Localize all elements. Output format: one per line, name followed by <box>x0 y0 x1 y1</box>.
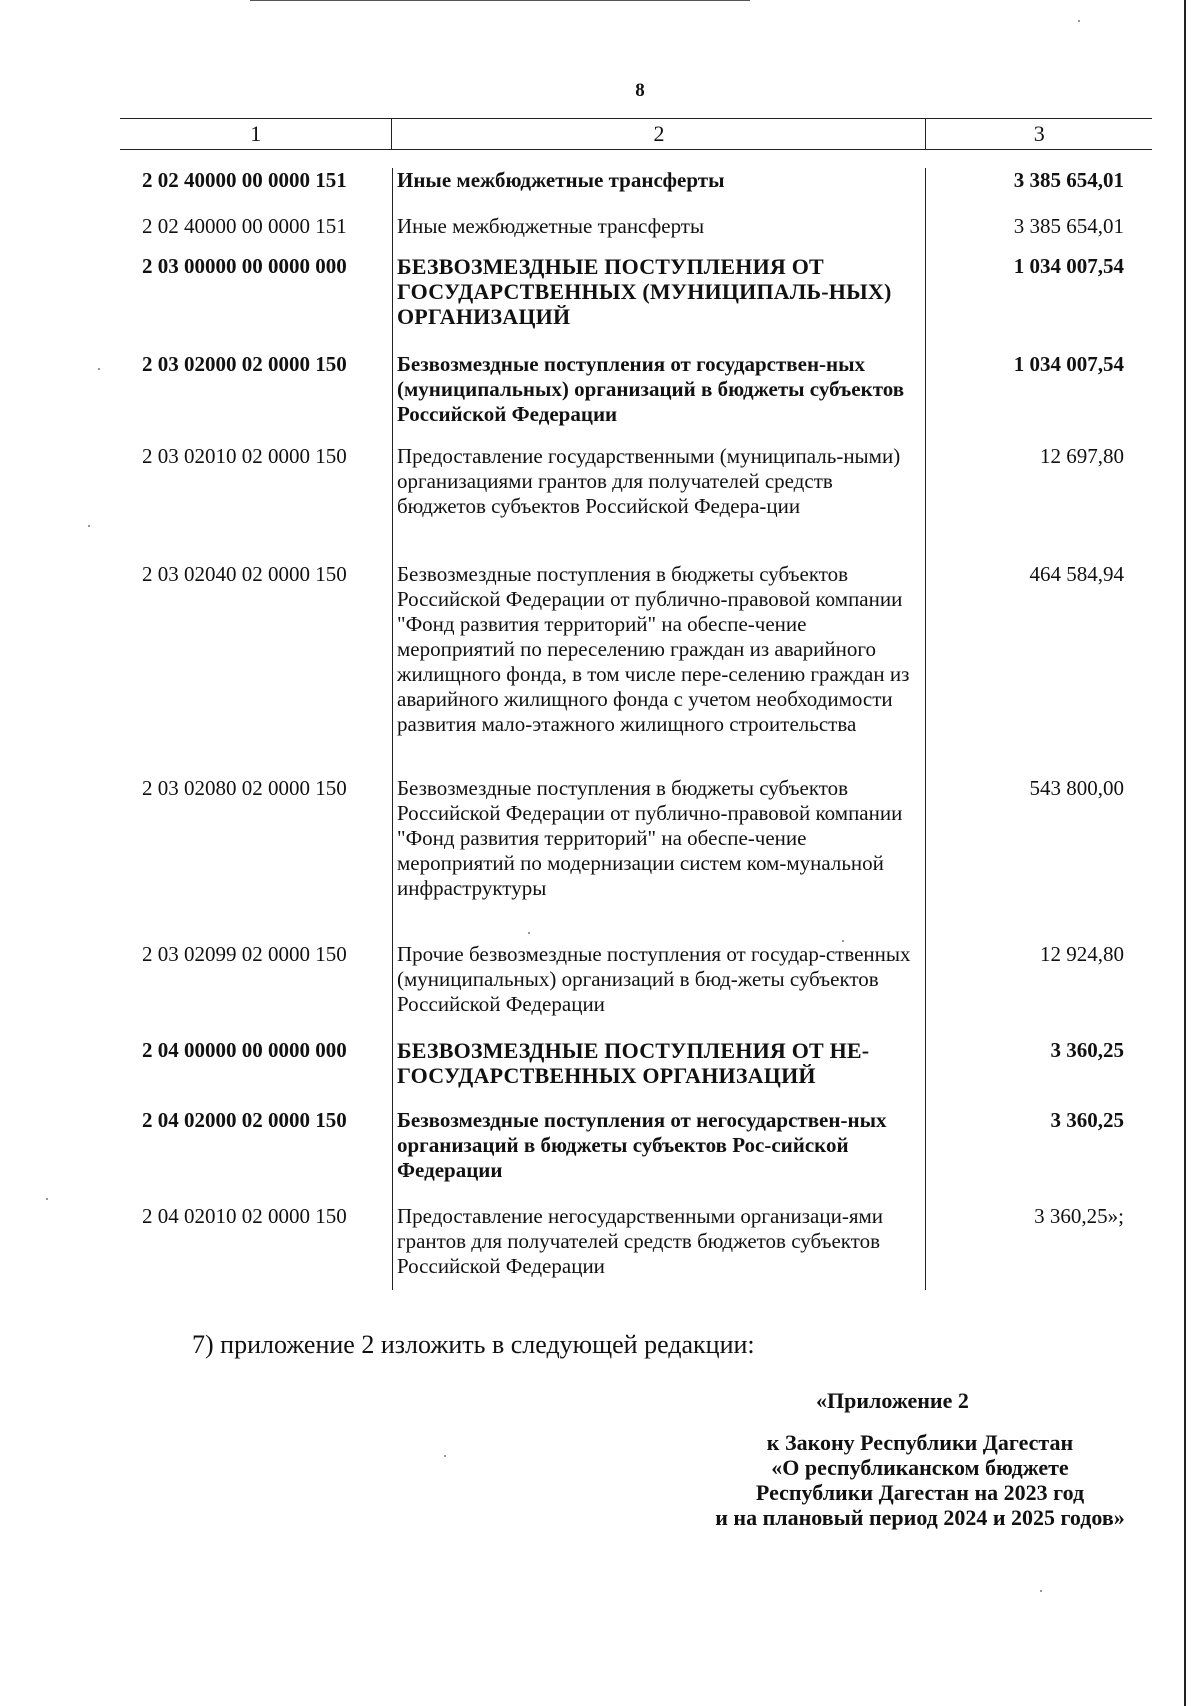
scan-speck <box>528 932 530 934</box>
table-row <box>120 444 1152 562</box>
table-header-row <box>120 118 1152 150</box>
row-name: Иные межбюджетные трансферты <box>392 214 926 254</box>
table-row <box>120 150 1152 214</box>
row-code: 2 03 02080 02 0000 150 <box>142 776 347 800</box>
annex-reference <box>650 1430 1190 1530</box>
scan-speck <box>88 525 90 527</box>
scan-speck <box>444 1455 446 1457</box>
table-row <box>120 214 1152 254</box>
row-code: 2 04 00000 00 0000 000 <box>142 1038 347 1062</box>
table-row <box>120 254 1152 352</box>
annex-line: и на плановый период 2024 и 2025 годов» <box>715 1505 1125 1530</box>
row-amount: 3 360,25»; <box>1034 1204 1124 1228</box>
budget-table <box>120 118 1152 1290</box>
table-row <box>120 776 1152 942</box>
row-name: Предоставление негосударственными организаци-ями грантов для получателей средств бюджетов субъектов Российской Федерации <box>392 1204 926 1290</box>
header-col-3: 3 <box>1033 121 1045 146</box>
row-name: Безвозмездные поступления в бюджеты субъектов Российской Федерации от публично-правовой компании "Фонд развития территорий" на обеспе-чение мероприятий по переселению граждан из аварийного жилищного фонда, в том числе пере-селению граждан из аварийного жилищного фонда с учетом необходимости развития мало-этажного жилищного строительства <box>392 562 926 776</box>
table-row <box>120 1204 1152 1290</box>
row-name: Прочие безвозмездные поступления от государ-ственных (муниципальных) организаций в бюд-жеты субъектов Российской Федерации <box>392 942 926 1038</box>
row-code: 2 03 02040 02 0000 150 <box>142 562 347 586</box>
row-code: 2 02 40000 00 0000 151 <box>142 214 347 238</box>
row-name: Предоставление государственными (муниципаль-ными) организациями грантов для получателей средств бюджетов субъектов Российской Федера-ции <box>392 444 926 562</box>
header-col-1: 1 <box>250 121 262 146</box>
row-amount: 543 800,00 <box>1029 776 1124 800</box>
row-name: Безвозмездные поступления в бюджеты субъектов Российской Федерации от публично-правовой компании "Фонд развития территорий" на обеспе-чение мероприятий по модернизации систем ком-мунальной инфраструктуры <box>392 776 926 942</box>
row-amount: 3 360,25 <box>1050 1038 1124 1062</box>
row-amount: 3 385 654,01 <box>1013 214 1124 238</box>
header-col-2: 2 <box>391 119 926 149</box>
row-amount: 3 360,25 <box>1050 1108 1124 1132</box>
row-name: Безвозмездные поступления от негосударствен-ных организаций в бюджеты субъектов Рос-сийской Федерации <box>392 1108 926 1204</box>
row-name: БЕЗВОЗМЕЗДНЫЕ ПОСТУПЛЕНИЯ ОТ НЕ-ГОСУДАРСТВЕННЫХ ОРГАНИЗАЦИЙ <box>392 1038 926 1108</box>
row-code: 2 04 02010 02 0000 150 <box>142 1204 347 1228</box>
page-number: 8 <box>635 80 645 101</box>
scan-speck <box>1040 1590 1042 1592</box>
annex-line: «О республиканском бюджете <box>771 1455 1069 1480</box>
row-amount: 12 697,80 <box>1040 444 1124 468</box>
row-amount: 464 584,94 <box>1029 562 1124 586</box>
scan-speck <box>842 940 844 942</box>
table-row <box>120 1108 1152 1204</box>
row-amount: 1 034 007,54 <box>1013 352 1124 376</box>
scan-speck <box>46 1198 48 1200</box>
row-name: Безвозмездные поступления от государствен-ных (муниципальных) организаций в бюджеты субъектов Российской Федерации <box>392 352 926 444</box>
annex-title: «Приложение 2 <box>816 1388 969 1413</box>
row-amount: 12 924,80 <box>1040 942 1124 966</box>
row-amount: 3 385 654,01 <box>1013 168 1124 192</box>
table-row <box>120 352 1152 444</box>
row-amount: 1 034 007,54 <box>1013 254 1124 278</box>
amendment-instruction: 7) приложение 2 изложить в следующей редакции: <box>192 1330 755 1359</box>
scan-speck <box>98 368 100 370</box>
annex-line: Республики Дагестан на 2023 год <box>755 1480 1085 1505</box>
row-code: 2 03 02010 02 0000 150 <box>142 444 347 468</box>
table-row <box>120 562 1152 776</box>
row-code: 2 02 40000 00 0000 151 <box>142 168 347 192</box>
scan-speck <box>1078 20 1080 22</box>
row-code: 2 03 02099 02 0000 150 <box>142 942 347 966</box>
annex-line: к Закону Республики Дагестан <box>766 1430 1074 1455</box>
scan-edge-top <box>250 0 750 1</box>
table-row <box>120 1038 1152 1108</box>
row-code: 2 03 02000 02 0000 150 <box>142 352 347 376</box>
row-code: 2 04 02000 02 0000 150 <box>142 1108 347 1132</box>
row-name: БЕЗВОЗМЕЗДНЫЕ ПОСТУПЛЕНИЯ ОТ ГОСУДАРСТВЕННЫХ (МУНИЦИПАЛЬ-НЫХ) ОРГАНИЗАЦИЙ <box>392 254 926 352</box>
table-row <box>120 942 1152 1038</box>
row-name: Иные межбюджетные трансферты <box>392 168 926 214</box>
row-code: 2 03 00000 00 0000 000 <box>142 254 347 278</box>
